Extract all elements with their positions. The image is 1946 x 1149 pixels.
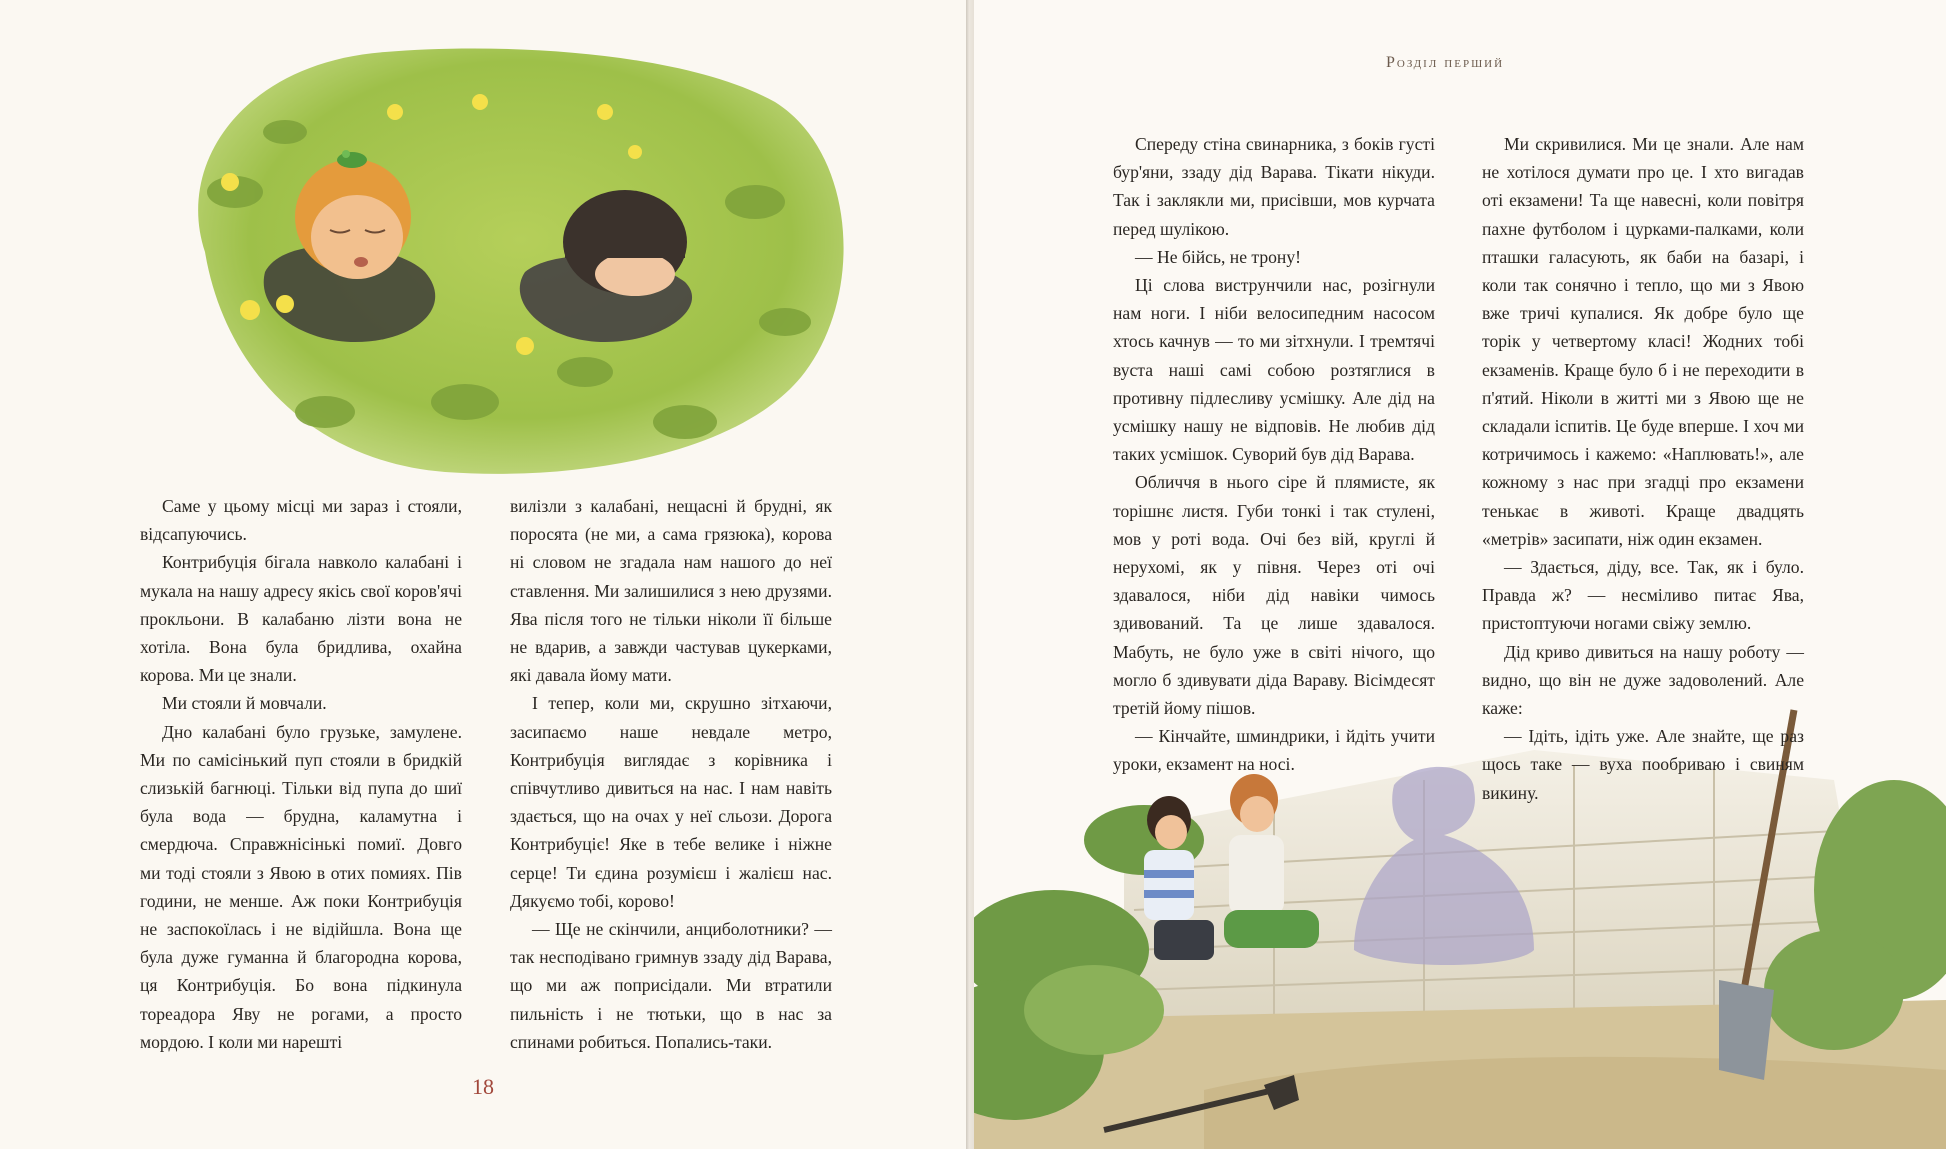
paragraph: — Кінчайте, шминдрики, і йдіть учити уроки, екзамент на носі. xyxy=(1113,726,1435,775)
paragraph: Контрибуція бігала навколо калабані і мукала на нашу адресу якісь свої коров'ячі прокльони. В калабаню лізти вона не хотіла. Вона була бридлива, охайна корова. Ми це знали. xyxy=(140,552,462,686)
paragraph: Дно калабані було грузьке, замулене. Ми по самісінький пуп стояли в бридкій слизькій багнюці. Тільки від пупа до шиї була вода — брудна, каламутна і смердюча. Справжнісінькі помиї. Довго ми тоді стояли з Явою в отих помиях. Пів години, не менше. Аж поки Контрибуція не заспокоїлась і не відійшла. Вона ще була дуже гуманна й благородна корова, ця Контрибуція. Бо вона підкинула тореадора Яву не рогами, а просто мордою. І коли ми нарешті xyxy=(140,721,462,1052)
left-column-1 xyxy=(140,492,462,1056)
left-page xyxy=(0,0,966,1149)
running-header: Розділ перший xyxy=(1386,54,1505,71)
paragraph: Ми скривилися. Ми це знали. Але нам не хотілося думати про це. І хто вигадав оті екзамени! Та ще навесні, коли повітря пахне футболом і цурками-палками, коли пташки галасують, як баби на базарі, і коли так сонячно і тепло, що ми з Явою вже тричі купалися. Як добре було ще торік у четвертому класі! Жодних тобі екзаменів. Краще було б і не переходити в п'ятий. Ніколи в житті ми з Явою ще не складали іспитів. Це буде вперше. І хоч ми котричимось і кажемо: «Наплювать!», але кожному з нас при згадці про екзамени тенькає в животі. Краще двадцять «метрів» засипати, ніж один екзамен. xyxy=(1482,134,1804,549)
paragraph: — Ідіть, ідіть уже. Але знайте, ще раз щось таке — вуха пообриваю і свиням викину. xyxy=(1482,726,1804,803)
paragraph: Дід криво дивиться на нашу роботу — видно, що він не дуже задоволений. Але каже: xyxy=(1482,641,1804,719)
paragraph: — Не бійсь, не трону! xyxy=(1135,246,1301,267)
right-column-1 xyxy=(1113,130,1435,779)
paragraph: — Ще не скінчили, анциболотники? — так несподівано гримнув ззаду дід Варава, що ми аж поприсідали. Ми втратили пильність і не тютьки, що в нас за спинами робиться. Попались-таки. xyxy=(510,919,832,1052)
paragraph: І тепер, коли ми, скрушно зітхаючи, засипаємо наше невдале метро, Контрибуція виглядає з корівника і співчутливо дивиться на нас. І нам навіть здається, що на очах у неї сльози. Дорога Контрибуціє! Яке в тебе велике і ніжне серце! Ти єдина розумієш і жалієш нас. Дякуємо тобі, корово! xyxy=(510,693,832,911)
paragraph: Спереду стіна свинарника, з боків густі бур'яни, ззаду дід Варава. Тікати нікуди. Так і заклякли ми, присівши, мов курчата перед шулікою. xyxy=(1113,134,1435,239)
paragraph: Обличчя в нього сіре й плямисте, як торішнє листя. Губи тонкі і так стулені, мов у роті вода. Очі без вій, круглі й нерухомі, як у півня. Через оті очі здавалося, ніби дід навіки чимось здивований. Та це лише здавалося. Мабуть, не було уже в світі нічого, що могло б здивувати діда Вараву. Вісімдесят третій йому пішов. xyxy=(1113,472,1435,719)
paragraph: Ці слова виструнчили нас, розігнули нам ноги. І ніби велосипедним насосом хтось качнув — то ми зітхнули. І тремтячі вуста наші самі собою розтяглися в противну підлесливу усмішку. Але дід на усмішку нашу не відповів. Не любив дід таких усмішок. Суворий був дід Варава. xyxy=(1113,275,1435,465)
right-page xyxy=(974,0,1946,1149)
paragraph: — Здається, діду, все. Так, як і було. Правда ж? — несміливо питає Ява, пристоптуючи ногами свіжу землю. xyxy=(1482,557,1804,634)
right-column-2 xyxy=(1482,130,1804,807)
page-number: 18 xyxy=(472,1074,494,1099)
paragraph: Саме у цьому місці ми зараз і стояли, відсапуючись. xyxy=(140,496,462,545)
paragraph: Ми стояли й мовчали. xyxy=(162,693,327,714)
book-gutter xyxy=(966,0,974,1149)
pond-illustration xyxy=(165,42,860,482)
left-column-2 xyxy=(510,492,832,1056)
paragraph: вилізли з калабані, нещасні й брудні, як поросята (не ми, а сама грязюка), корова ні словом не згадала нам нашого до неї ставлення. Ми залишилися з нею друзями. Ява після того не тільки ніколи її більше не вдарив, а завжди частував цукерками, які давала йому мати. xyxy=(510,496,832,686)
